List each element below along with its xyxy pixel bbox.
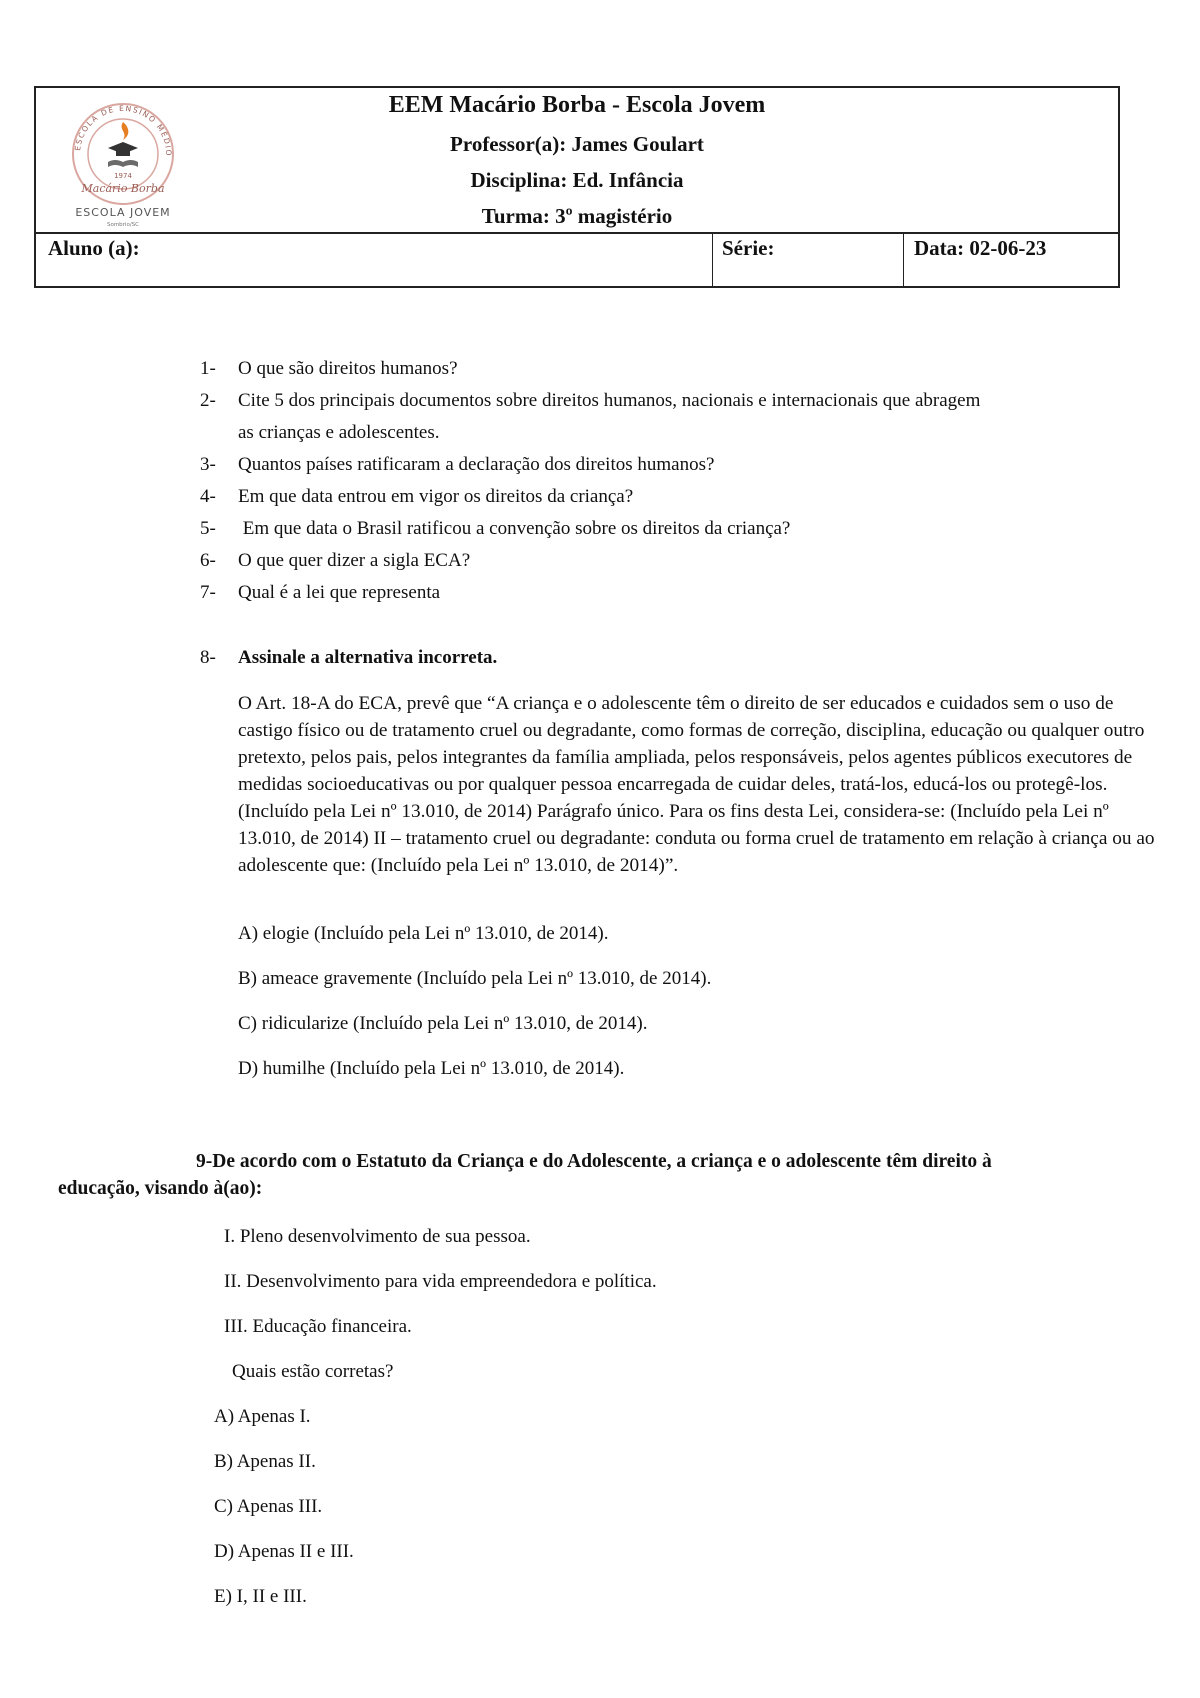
question-9-title: 9-De acordo com o Estatuto da Criança e do Adolescente, a criança e o adolescente têm direito à bbox=[196, 1151, 992, 1172]
question-title: Assinale a alternativa incorreta. bbox=[238, 647, 498, 668]
question-number: 2- bbox=[200, 390, 216, 411]
cell-divider bbox=[903, 234, 904, 286]
answer-option[interactable]: D) humilhe (Incluído pela Lei nº 13.010, de 2014). bbox=[238, 1058, 625, 1079]
answer-option[interactable]: A) Apenas I. bbox=[214, 1406, 311, 1427]
question-text: as crianças e adolescentes. bbox=[238, 422, 440, 443]
statement: III. Educação financeira. bbox=[224, 1316, 412, 1337]
question-text: Cite 5 dos principais documentos sobre direitos humanos, nacionais e internacionais que abragem bbox=[238, 390, 981, 411]
logo-ring-text: ESCOLA DE ENSINO MÉDIO bbox=[73, 103, 174, 158]
question-number: 6- bbox=[200, 550, 216, 571]
statement: II. Desenvolvimento para vida empreendedora e política. bbox=[224, 1271, 657, 1292]
question-text: O que são direitos humanos? bbox=[238, 358, 458, 379]
discipline-line: Disciplina: Ed. Infância bbox=[470, 168, 684, 192]
question-text: O que quer dizer a sigla ECA? bbox=[238, 550, 471, 571]
answer-option[interactable]: C) Apenas III. bbox=[214, 1496, 323, 1517]
answer-option[interactable]: B) ameace gravemente (Incluído pela Lei nº 13.010, de 2014). bbox=[238, 968, 712, 989]
question-9-prompt: Quais estão corretas? bbox=[232, 1361, 394, 1382]
date-field: Data: 02-06-23 bbox=[914, 236, 1047, 260]
header-table bbox=[34, 86, 1120, 288]
question-number: 8- bbox=[200, 647, 216, 668]
book-icon bbox=[108, 160, 138, 167]
logo-name: Macário Borba bbox=[81, 182, 165, 195]
question-number: 5- bbox=[200, 518, 216, 539]
cell-divider bbox=[712, 234, 713, 286]
answer-option[interactable]: C) ridicularize (Incluído pela Lei nº 13.010, de 2014). bbox=[238, 1013, 648, 1034]
answer-option[interactable]: D) Apenas II e III. bbox=[214, 1541, 354, 1562]
student-name-field[interactable]: Aluno (a): bbox=[48, 236, 140, 260]
header-top-cell bbox=[36, 88, 1118, 232]
class-line: Turma: 3º magistério bbox=[481, 204, 673, 228]
answer-option[interactable]: E) I, II e III. bbox=[214, 1586, 307, 1607]
teacher-line: Professor(a): James Goulart bbox=[450, 132, 704, 156]
question-8-paragraph: O Art. 18-A do ECA, prevê que “A criança e o adolescente têm o direito de ser educados e cuidados sem o uso de castigo físico ou de tratamento cruel ou degradante, como formas de correção, disciplina, educação ou qualquer outro pretexto, pelos pais, pelos integrantes da família ampliada, pelos responsáveis, pelos agentes públicos executores de medidas socioeducativas ou por qualquer pessoa encarregada de cuidar deles, tratá-los, educá-los ou protegê-los. (Incluído pela Lei nº 13.010, de 2014) Parágrafo único. Para os fins desta Lei, considera-se: (Incluído pela Lei nº 13.010, de 2014) II – tratamento cruel ou degradante: conduta ou forma cruel de tratamento em relação à criança ou ao adolescente que: (Incluído pela Lei nº 13.010, de 2014)”. bbox=[238, 693, 1155, 876]
school-title: EEM Macário Borba - Escola Jovem bbox=[388, 92, 766, 118]
answer-option[interactable]: A) elogie (Incluído pela Lei nº 13.010, de 2014). bbox=[238, 923, 609, 944]
question-text: Qual é a lei que representa bbox=[238, 582, 441, 603]
grade-field[interactable]: Série: bbox=[722, 236, 775, 260]
question-number: 1- bbox=[200, 358, 216, 379]
question-text: Quantos países ratificaram a declaração dos direitos humanos? bbox=[238, 454, 715, 475]
answer-option[interactable]: B) Apenas II. bbox=[214, 1451, 316, 1472]
question-9-title-continuation: educação, visando à(ao): bbox=[58, 1178, 263, 1199]
question-number: 7- bbox=[200, 582, 216, 603]
question-number: 3- bbox=[200, 454, 216, 475]
header-divider bbox=[36, 232, 1118, 234]
logo-brand: ESCOLA JOVEM bbox=[75, 206, 171, 219]
statement: I. Pleno desenvolvimento de sua pessoa. bbox=[224, 1226, 531, 1247]
logo-city: Sombrio/SC bbox=[106, 222, 140, 228]
question-text: Em que data o Brasil ratificou a convenção sobre os direitos da criança? bbox=[238, 518, 791, 539]
question-text: Em que data entrou em vigor os direitos da criança? bbox=[238, 486, 634, 507]
logo-year: 1974 bbox=[114, 172, 132, 180]
question-number: 4- bbox=[200, 486, 216, 507]
